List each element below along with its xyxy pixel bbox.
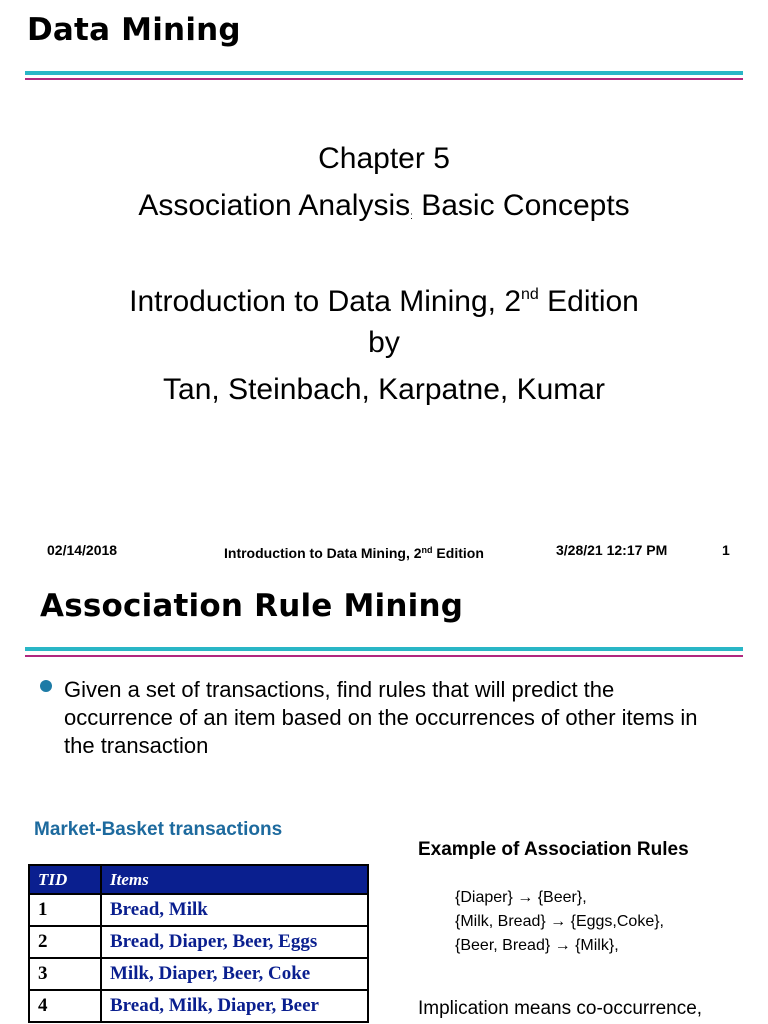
cell-tid: 4	[29, 990, 101, 1022]
table-header-row	[29, 865, 368, 894]
bullet-icon	[40, 680, 52, 692]
book-title: Introduction to Data Mining, 2nd Edition	[129, 285, 639, 318]
table-row	[29, 926, 368, 958]
examples-title: Example of Association Rules	[418, 839, 689, 860]
cell-items: Milk, Diaper, Beer, Coke	[101, 958, 368, 990]
chapter-heading: Chapter 5	[318, 142, 450, 175]
table-title: Market-Basket transactions	[34, 819, 283, 840]
by-line: by	[368, 326, 400, 359]
table-row	[29, 958, 368, 990]
footer-date: 02/14/2018	[47, 542, 118, 558]
association-rule: {Beer, Bread} → {Milk},	[455, 937, 619, 954]
association-rule: {Diaper} → {Beer},	[455, 889, 587, 906]
slide-2-title: Association Rule Mining	[40, 588, 464, 624]
title-divider-cyan	[25, 71, 743, 75]
footer-timestamp: 3/28/21 12:17 PM	[556, 542, 668, 558]
cell-items: Bread, Diaper, Beer, Eggs	[101, 926, 368, 958]
cell-tid: 2	[29, 926, 101, 958]
table-row	[29, 990, 368, 1022]
title-divider-magenta	[25, 655, 743, 657]
authors-line: Tan, Steinbach, Karpatne, Kumar	[163, 373, 605, 406]
bullet-text: Given a set of transactions, find rules that will predict the occurrence of an item based on the occurrences of other items in the transaction	[64, 677, 698, 758]
chapter-subtitle: Association Analysis: Basic Concepts	[138, 189, 630, 222]
cell-items: Bread, Milk, Diaper, Beer	[101, 990, 368, 1022]
header-items: Items	[101, 865, 368, 894]
cell-items: Bread, Milk	[101, 894, 368, 926]
title-divider-cyan	[25, 647, 743, 651]
footer-book-title: Introduction to Data Mining, 2nd Edition	[224, 545, 484, 561]
transactions-table	[28, 864, 369, 1023]
footer-page-number: 1	[722, 542, 730, 558]
table-row	[29, 894, 368, 926]
header-tid: TID	[29, 865, 101, 894]
cell-tid: 1	[29, 894, 101, 926]
association-rule: {Milk, Bread} → {Eggs,Coke},	[455, 913, 664, 930]
implication-text: Implication means co-occurrence,	[418, 998, 703, 1019]
cell-tid: 3	[29, 958, 101, 990]
title-divider-magenta	[25, 78, 743, 80]
slide-1-title: Data Mining	[27, 12, 241, 48]
